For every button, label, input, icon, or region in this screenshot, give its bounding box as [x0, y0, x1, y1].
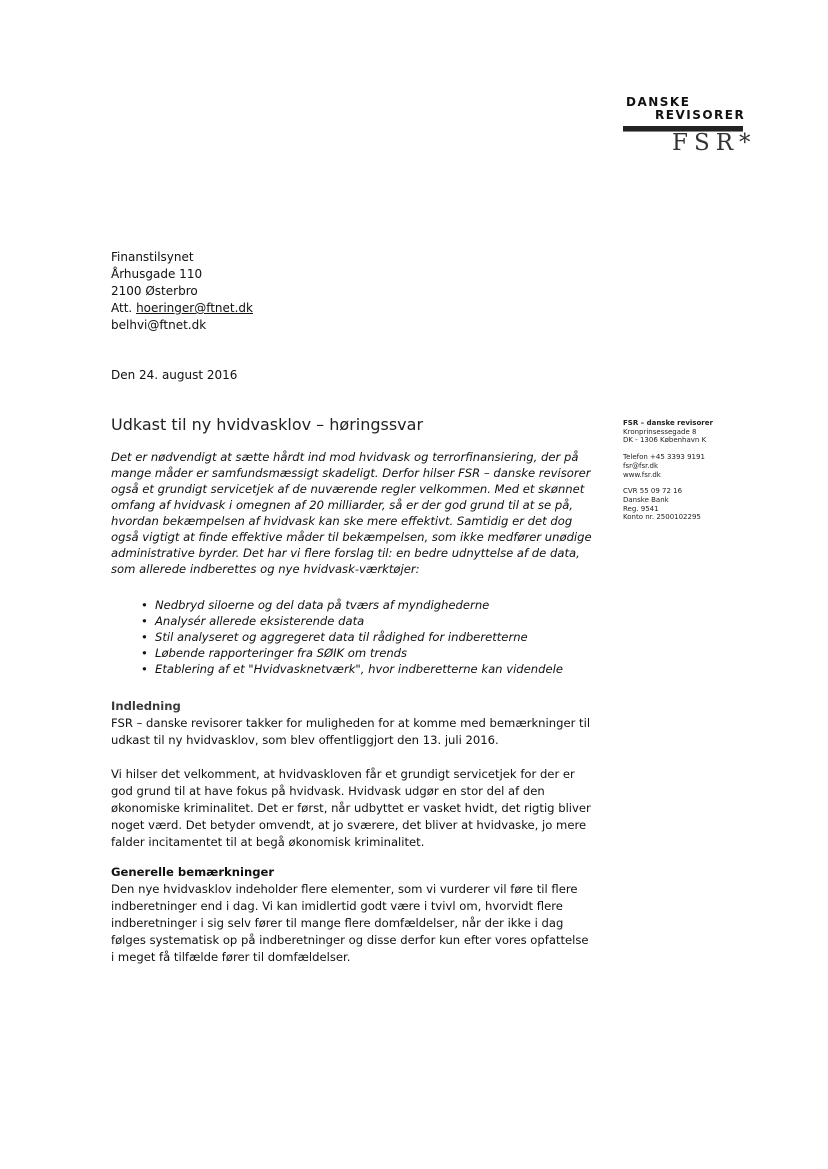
proposal-list [111, 597, 591, 677]
sender-reg: Reg. 9541 [623, 504, 659, 513]
sender-name: FSR – danske revisorer [623, 419, 713, 427]
list-item: • Analysér allerede eksisterende data [111, 613, 591, 629]
letter-date: Den 24. august 2016 [111, 368, 238, 382]
intro-text: Det er nødvendigt at sætte hårdt ind mod hvidvask og terrorfinansiering, der på mange måder er samfundsmæssigt skadeligt. Derfor hilser FSR – danske revisorer også et grundigt servicetjek af de nuværende regler velkommen. Med et skønnet omfang af hvidvask i omegnen af 20 milliarder, så er der god grund til at se på, hvordan bekæmpelsen af hvidvask kan ske mere effektivt. Samtidig er det dog også vigtigt at finde effektive måder til bekæmpelsen, som ikke medfører unødige administrative byrder. Det har vi flere forslag til: en bedre udnyttelse af de data, som allerede indberettes og nye hvidvask-værktøjer: [111, 450, 592, 576]
recipient-city: 2100 Østerbro [111, 284, 198, 298]
fsr-logo-mark: FSR* [672, 130, 757, 156]
section-heading-indledning: Indledning [111, 699, 181, 713]
sender-cvr: CVR 55 09 72 16 [623, 487, 683, 496]
section1-para2: Vi hilser det velkomment, at hvidvaskloven får et grundigt servicetjek for der er god grund til at have fokus på hvidvask. Hvidvask udgør en stor del af den økonomiske kriminalitet. Det er først, når udbyttet er vasket hvidt, det rigtig bliver noget værd. Det betyder omvendt, at jo sværere, det bliver at hvidvaske, jo mere falder incitamentet til at begå økonomisk kriminalitet. [111, 767, 591, 849]
att-prefix: Att. [111, 301, 133, 315]
recipient-address [111, 249, 253, 334]
recipient-att [111, 300, 253, 317]
letter-title: Udkast til ny hvidvasklov – høringssvar [111, 415, 424, 434]
sender-email: fsr@fsr.dk [623, 461, 659, 470]
list-item: • Løbende rapporteringer fra SØIK om trends [111, 645, 591, 661]
logo-text-revisorer: REVISORER [655, 108, 746, 122]
section2-para1: Den nye hvidvasklov indeholder flere elementer, som vi vurderer vil føre til flere indberetninger end i dag. Vi kan imidlertid godt være i tvivl om, hvorvidt flere indberetninger i sig selv fører til mange flere domfældelser, når der ikke i dag følges systematisk op på indberetninger og disse derfor kun efter vores opfattelse i meget få tilfælde fører til domfældelser. [111, 882, 589, 964]
intro-paragraph [111, 449, 593, 577]
list-item: • Stil analyseret og aggregeret data til rådighed for indberetterne [111, 629, 591, 645]
recipient-name: Finanstilsynet [111, 250, 194, 264]
recipient-email: belhvi@ftnet.dk [111, 318, 207, 332]
sender-web: www.fsr.dk [623, 470, 661, 479]
sender-account: Konto nr. 2500102295 [623, 513, 701, 522]
sender-info [623, 419, 713, 530]
att-email-link[interactable]: hoeringer@ftnet.dk [136, 301, 253, 315]
sender-address1: Kronprinsessegade 8 [623, 427, 697, 436]
sender-address2: DK - 1306 København K [623, 436, 707, 445]
list-item: • Nedbryd siloerne og del data på tværs af myndighederne [111, 597, 591, 613]
section1-para1: FSR – danske revisorer takker for muligheden for at komme med bemærkninger til udkast til ny hvidvasklov, som blev offentliggjort den 13. juli 2016. [111, 716, 591, 747]
list-item: • Etablering af et "Hvidvasknetværk", hvor indberetterne kan videndele [111, 661, 591, 677]
section-heading-generelle: Generelle bemærkninger [111, 865, 275, 879]
logo-text-danske: DANSKE [626, 95, 691, 109]
sender-phone: Telefon +45 3393 9191 [623, 453, 705, 462]
recipient-street: Århusgade 110 [111, 267, 203, 281]
sender-bank: Danske Bank [623, 495, 669, 504]
